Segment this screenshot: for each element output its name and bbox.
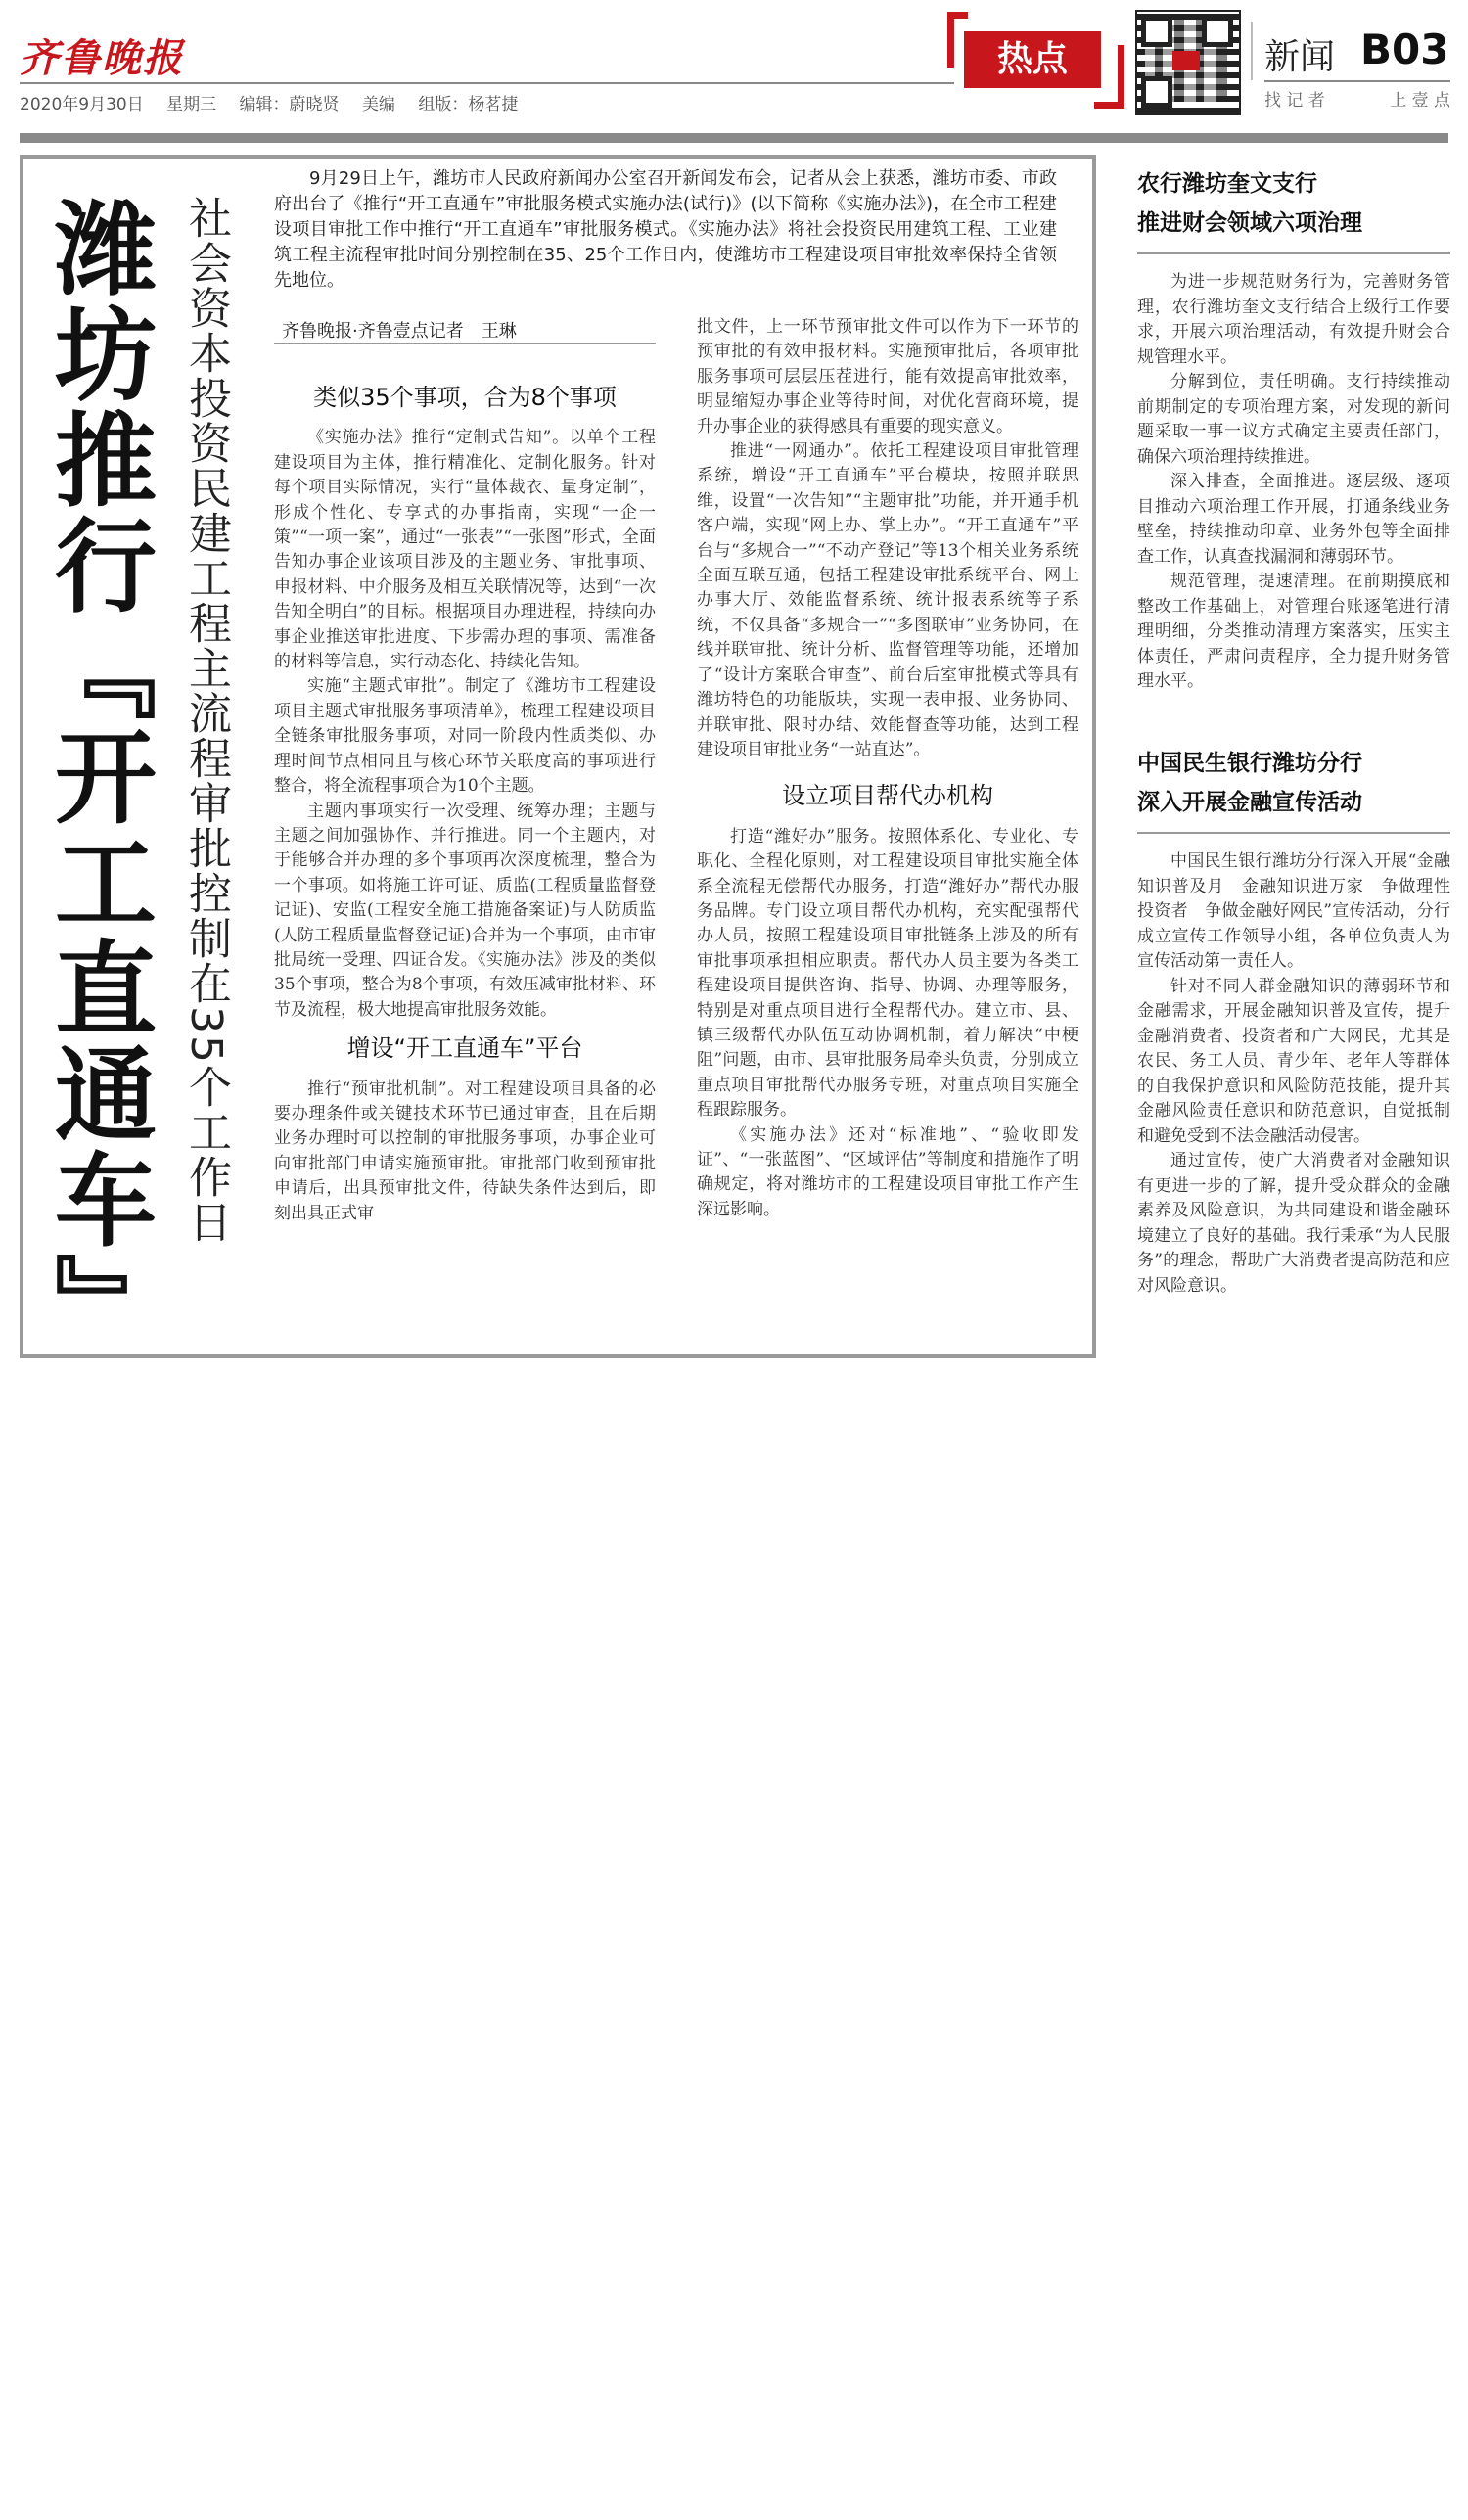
qr-corner-icon <box>1202 16 1233 47</box>
section-heading: 类似35个事项，合为8个事项 <box>313 384 617 411</box>
article-paragraph: 批文件，上一环节预审批文件可以作为下一环节的预审批的有效申报材料。实施预审批后，各项审批服务事项可层层压茬进行，能有效提高审批效率，明显缩短办事企业等待时间，对优化营商环境，提升办事企业的获得感具有重要的现实意义。 <box>697 317 1078 436</box>
sidebar-paragraph: 针对不同人群金融知识的薄弱环节和金融需求，开展金融知识普及宣传，提升金融消费者、投资者和广大网民，尤其是农民、务工人员、青少年、老年人等群体的自我保护意识和风险防范技能，提升其金融风险责任意识和防范意识，自觉抵制和避免受到不法金融活动侵害。 <box>1137 976 1450 1146</box>
lead-paragraph: 9月29日上午，潍坊市人民政府新闻办公室召开新闻发布会，记者从会上获悉，潍坊市委、市政府出台了《推行“开工直通车”审批服务模式实施办法(试行)》(以下简称《实施办法》)，在全市工程建设项目审批工作中推行“开工直通车”审批服务模式。《实施办法》将社会投资民用建筑工程、工业建筑工程主流程审批时间分别控制在35、25个工作日内，使潍坊市工程建设项目审批效率保持全省领先地位。 <box>274 168 1057 291</box>
qr-corner-icon <box>1141 76 1172 108</box>
section-name: 新闻 <box>1264 37 1336 77</box>
reporter-links <box>1264 86 1450 111</box>
sidebar-paragraph: 通过宣传，使广大消费者对金融知识有更进一步的了解，提升受众群众的金融素养及风险意识，为共同建设和谐金融环境建立了良好的基础。我行秉承“为人民服务”的理念，帮助广大消费者提高防范和应对风险意识。 <box>1137 1151 1450 1296</box>
editor-credit: 编辑：蔚晓贤 <box>239 95 340 115</box>
find-reporter-link[interactable]: 找 记 者 <box>1264 91 1325 111</box>
qilu-yidian-link[interactable]: 上 壹 点 <box>1390 91 1450 111</box>
byline: 齐鲁晚报·齐鲁壹点记者 王琳 <box>282 321 517 342</box>
sidebar-body <box>1137 849 1450 1299</box>
masthead-rule <box>20 82 954 84</box>
header-divider-bar <box>20 133 1448 143</box>
sidebar-body <box>1137 270 1450 695</box>
headline: 潍坊推行『开工直通车』 <box>37 196 157 1358</box>
article-paragraph: 推行“预审批机制”。对工程建设项目具备的必要办理条件或关键技术环节已通过审查，且在后期业务办理时可以控制的审批服务事项，办事企业可向审批部门申请实施预审批。审批部门收到预审批申请后，出具预审批文件，待缺失条件达到后，即刻出具正式审 <box>274 1078 656 1223</box>
page-number: B03 <box>1360 25 1449 73</box>
article-paragraph: 打造“潍好办”服务。按照体系化、专业化、专职化、全程化原则，对工程建设项目审批实施全体系全流程无偿帮代办服务，打造“潍好办”帮代办服务品牌。专门设立项目帮代办机构，充实配强帮代办人员，按照工程建设项目审批链条上涉及的所有审批事项承担相应职责。帮代办人员主要为各类工程建设项目提供咨询、指导、协调、办理等服务，特别是对重点项目进行全程帮代办。建立市、县、镇三级帮代办队伍互动协调机制，着力解决“中梗阻”问题，由市、县审批服务局牵头负责，分别成立重点项目审批帮代办服务专班，对重点项目实施全程跟踪服务。 <box>697 826 1078 1121</box>
article-paragraph: 主题内事项实行一次受理、统筹办理；主题与主题之间加强协作、并行推进。同一个主题内，对于能够合并办理的多个事项再次深度梳理，整合为一个事项。如将施工许可证、质监(工程质量监督登记证)、安监(工程安全施工措施备案证)与人防质监(人防工程质量监督登记证)合并为一个事项，由市审批局统一受理、四证合发。《实施办法》涉及的类似35个事项，整合为8个事项，有效压减审批材料、环节及流程，极大地提高审批服务效能。 <box>274 801 656 1020</box>
hot-section-badge: 热点 <box>964 31 1101 88</box>
byline-rule <box>274 343 656 344</box>
section-heading: 增设“开工直通车”平台 <box>346 1034 583 1063</box>
proofreader-credit: 组版：杨茗捷 <box>418 95 519 115</box>
newspaper-logo: 齐鲁晚报 <box>20 35 184 81</box>
sub-headline: 社会资本投资民建工程主流程审批控制在35个工作日 <box>181 196 231 1245</box>
sidebar-paragraph: 深入排查，全面推进。逐层级、逐项目推动六项治理工作开展，打通条线业务壁垒，持续推动印章、业务外包等全面排查工作，认真查找漏洞和薄弱环节。 <box>1137 472 1450 567</box>
sidebar-rule <box>1137 252 1450 254</box>
article-paragraph: 《实施办法》还对“标准地”、“验收即发证”、“一张蓝图”、“区域评估”等制度和措施作了明确规定，将对潍坊市的工程建设项目审批工作产生深远影响。 <box>697 1124 1078 1219</box>
article-paragraph: 推进“一网通办”。依托工程建设项目审批管理系统，增设“开工直通车”平台模块，按照并联思维，设置“一次告知”“主题审批”功能，并开通手机客户端，实现“网上办、掌上办”。“开工直通车”平台与“多规合一”“不动产登记”等13个相关业务系统全面互联互通，包括工程建设审批系统平台、网上办事大厅、效能监督系统、统计报表系统等子系统，不仅具备“多规合一”“多图联审”业务协同，在线并联审批、统计分析、监督管理等功能，还增加了“设计方案联合审查”、前台后室审批模式等具有潍坊特色的功能版块，实现一表申报、业务协同、并联审批、限时办结、效能督查等功能，达到工程建设项目审批业务“一站直达”。 <box>697 441 1078 759</box>
designer-credit: 美编 <box>361 95 395 115</box>
sidebar-story-minsheng <box>1137 744 1450 1299</box>
sidebar-title-line1: 中国民生银行潍坊分行 <box>1137 751 1362 776</box>
sidebar-story-abc <box>1137 164 1450 695</box>
sidebar-title-line2: 深入开展金融宣传活动 <box>1137 790 1362 815</box>
masthead-rule-right <box>1264 80 1450 82</box>
qr-corner-icon <box>1141 16 1172 47</box>
article-paragraph: 《实施办法》推行“定制式告知”。以单个工程建设项目为主体，推行精准化、定制化服务。针对每个项目实际情况，实行“量体裁衣、量身定制”，形成个性化、专享式的办事指南，实现“一企一策”“一项一案”，通过“一张表”“一张图”形式，全面告知办事企业该项目涉及的主题业务、审批事项、申报材料、中介服务及相互关联情况等，达到“一次告知全明白”的目标。根据项目办理进程，持续向办事企业推送审批进度、下步需办理的事项、需准备的材料等信息，实行动态化、持续化告知。 <box>274 428 656 672</box>
article-column-2 <box>697 315 1078 1222</box>
article-column-1 <box>274 372 656 1226</box>
qr-logo-icon <box>1172 51 1200 70</box>
section-heading: 设立项目帮代办机构 <box>782 782 993 810</box>
masthead-separator <box>1251 22 1253 80</box>
sidebar-paragraph: 规范管理，提速清理。在前期摸底和整改工作基础上，对管理台账逐笔进行清理明细，分类推动清理方案落实，压实主体责任，严肃问责程序，全力提升财务管理水平。 <box>1137 572 1450 691</box>
sidebar-paragraph: 为进一步规范财务行为，完善财务管理，农行潍坊奎文支行结合上级行工作要求，开展六项治理活动，有效提升财会合规管理水平。 <box>1137 272 1450 367</box>
sidebar-title-line1: 农行潍坊奎文支行 <box>1137 171 1317 197</box>
sidebar-rule <box>1137 832 1450 834</box>
article-paragraph: 实施“主题式审批”。制定了《潍坊市工程建设项目主题式审批服务事项清单》，梳理工程建设项目全链条审批服务事项，对同一阶段内性质类似、办理时间节点相同且与核心环节关联度高的事项进行整合，将全流程事项合为10个主题。 <box>274 676 656 797</box>
sidebar-paragraph: 中国民生银行潍坊分行深入开展“金融知识普及月 金融知识进万家 争做理性投资者 争做金融好网民”宣传活动，分行成立宣传工作领导小组，各单位负责人为宣传活动第一责任人。 <box>1137 851 1450 971</box>
issue-date: 2020年9月30日 <box>20 95 144 115</box>
sidebar-title-line2: 推进财会领域六项治理 <box>1137 210 1362 236</box>
issue-info <box>20 90 535 115</box>
issue-weekday: 星期三 <box>166 95 217 115</box>
sidebar-paragraph: 分解到位，责任明确。支行持续推动前期制定的专项治理方案，对发现的新问题采取一事一议方式确定主要责任部门，确保六项治理持续推进。 <box>1137 372 1450 467</box>
